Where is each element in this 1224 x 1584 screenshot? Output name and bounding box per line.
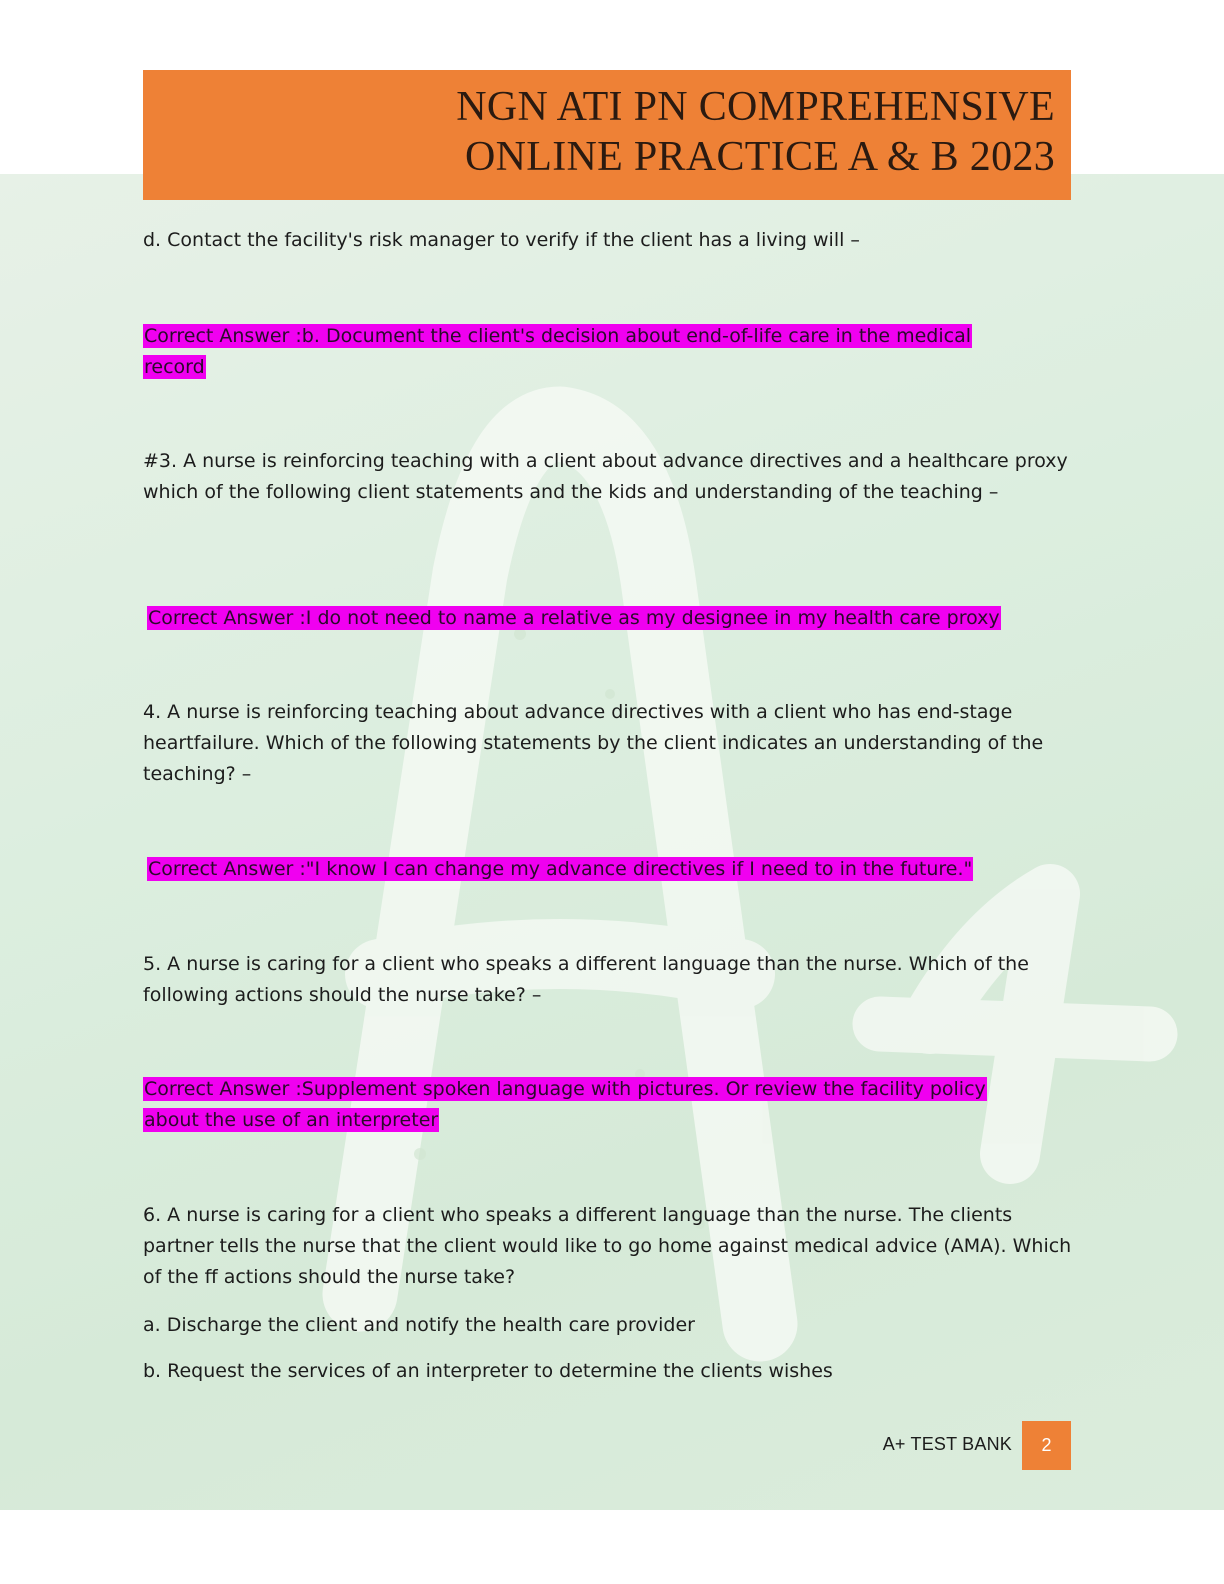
header-banner [143, 70, 1071, 200]
answer-highlight: Correct Answer :Supplement spoken language with pictures. Or review the facility policy about the use of an interpreter [144, 1078, 986, 1131]
header-title-line-1: NGN ATI PN COMPREHENSIVE [456, 84, 1055, 130]
answer-option-6a: a. Discharge the client and notify the health care provider [143, 1314, 695, 1336]
answer-highlight: Correct Answer :b. Document the client's decision about end-of-life care in the medical record [144, 325, 972, 378]
correct-answer-3 [147, 603, 1077, 634]
footer-label: A+ TEST BANK [882, 1434, 1012, 1454]
answer-option-6b: b. Request the services of an interpreter to determine the clients wishes [143, 1360, 833, 1382]
answer-highlight: Correct Answer :"I know I can change my advance directives if I need to in the future." [148, 858, 973, 880]
question-3: #3. A nurse is reinforcing teaching with a client about advance directives and a healthcare proxy which of the following client statements and the kids and understanding of the teaching – [143, 450, 1068, 503]
question-4: 4. A nurse is reinforcing teaching about advance directives with a client who has end-stage heartfailure. Which of the following statements by the client indicates an understanding of the teaching? – [143, 701, 1044, 785]
header-title-line-2: ONLINE PRACTICE A & B 2023 [465, 134, 1055, 180]
page-number: 2 [1022, 1421, 1071, 1470]
question-5: 5. A nurse is caring for a client who speaks a different language than the nurse. Which of the following actions should the nurse take? – [143, 953, 1029, 1006]
answer-option-d: d. Contact the facility's risk manager to verify if the client has a living will – [143, 229, 860, 251]
answer-highlight: Correct Answer :I do not need to name a relative as my designee in my health care proxy [148, 607, 1000, 629]
correct-answer-2 [143, 321, 1023, 383]
correct-answer-4 [147, 854, 1077, 885]
question-6: 6. A nurse is caring for a client who speaks a different language than the nurse. The clients partner tells the nurse that the client would like to go home against medical advice (AMA). Which of the ff actions should the nurse take? [143, 1204, 1072, 1288]
correct-answer-5 [143, 1074, 1043, 1136]
